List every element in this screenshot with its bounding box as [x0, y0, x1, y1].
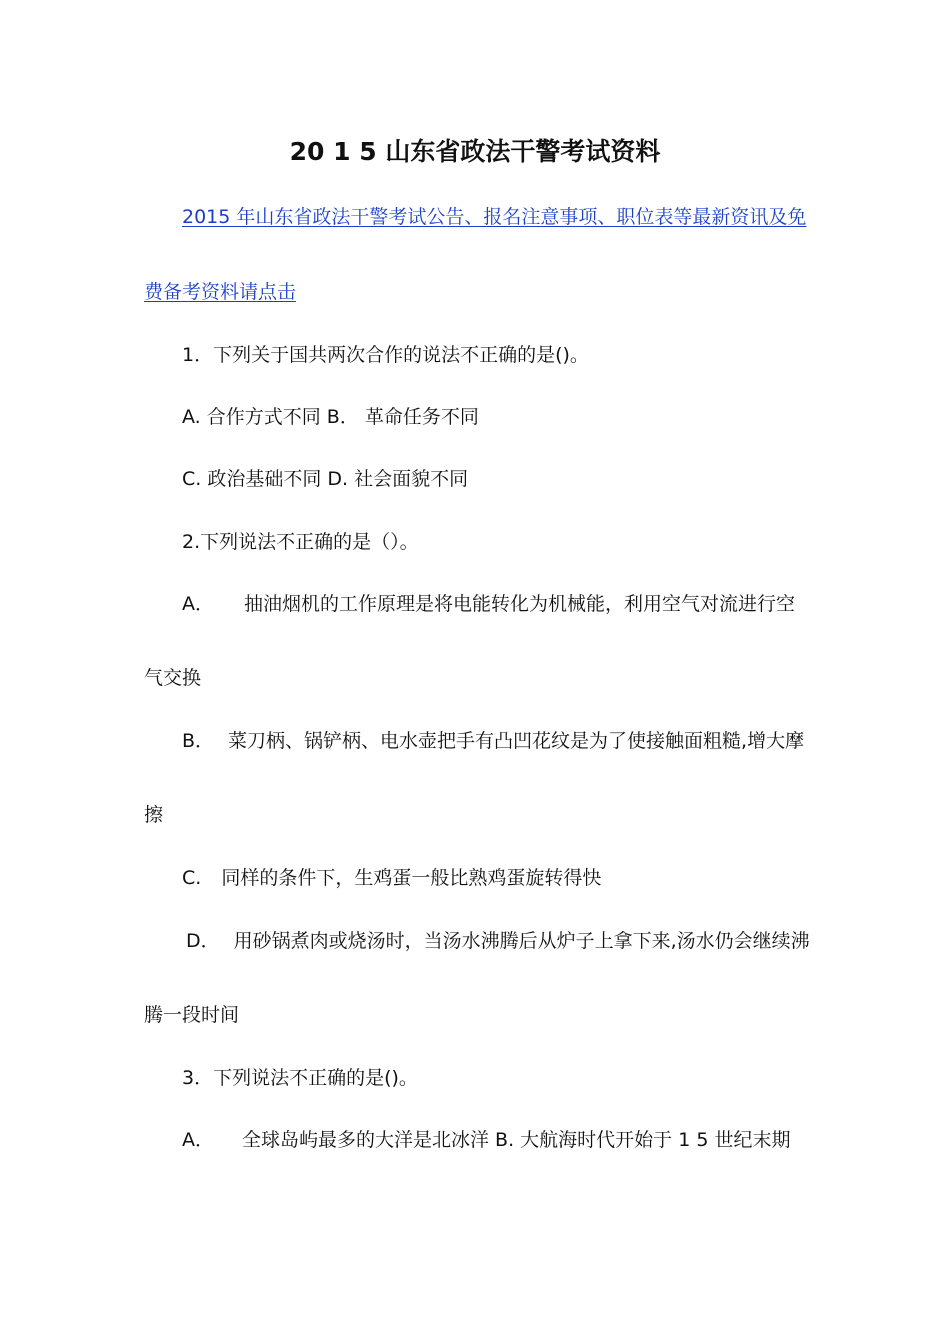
option-text: 同样的条件下，生鸡蛋一般比熟鸡蛋旋转得快: [221, 867, 602, 889]
option-label: B．: [182, 730, 215, 752]
option-label: C.: [182, 867, 202, 889]
question-2-option-c: [182, 866, 601, 890]
question-2-option-a: [182, 592, 795, 616]
document-title: 20 1 5 山东省政法干警考试资料: [289, 137, 661, 166]
option-text: 菜刀柄、锅铲柄、电水壶把手有凸凹花纹是为了使接触面粗糙,增大摩: [228, 730, 805, 752]
option-label: A．: [182, 1129, 214, 1151]
info-link-line-2[interactable]: 费备考资料请点击: [144, 281, 297, 303]
option-label: D．: [186, 930, 220, 952]
question-3-stem: 3．下列说法不正确的是()。: [182, 1067, 418, 1089]
question-3-options-ab: [182, 1128, 790, 1152]
option-text: 抽油烟机的工作原理是将电能转化为机械能，利用空气对流进行空: [244, 593, 796, 615]
question-1-options-ab: A. 合作方式不同 B． 革命任务不同: [182, 406, 479, 428]
question-2-option-d: [186, 929, 810, 953]
question-2-stem: 2.下列说法不正确的是（）。: [182, 531, 419, 553]
option-label: A．: [182, 593, 214, 615]
info-link-line-1[interactable]: 2015 年山东省政法干警考试公告、报名注意事项、职位表等最新资讯及免: [182, 206, 807, 228]
option-text: 用砂锅煮肉或烧汤时，当汤水沸腾后从炉子上拿下来,汤水仍会继续沸: [233, 930, 810, 952]
question-2-option-d-continued: 腾一段时间: [144, 1004, 240, 1026]
question-2-option-a-continued: 气交换: [144, 667, 202, 689]
question-1-stem: 1．下列关于国共两次合作的说法不正确的是()。: [182, 344, 589, 366]
question-2-option-b-continued: 擦: [144, 804, 164, 826]
option-text: 全球岛屿最多的大洋是北冰洋 B. 大航海时代开始于 1 5 世纪末期: [242, 1129, 791, 1151]
question-2-option-b: [182, 729, 804, 753]
question-1-options-cd: C. 政治基础不同 D. 社会面貌不同: [182, 468, 469, 490]
